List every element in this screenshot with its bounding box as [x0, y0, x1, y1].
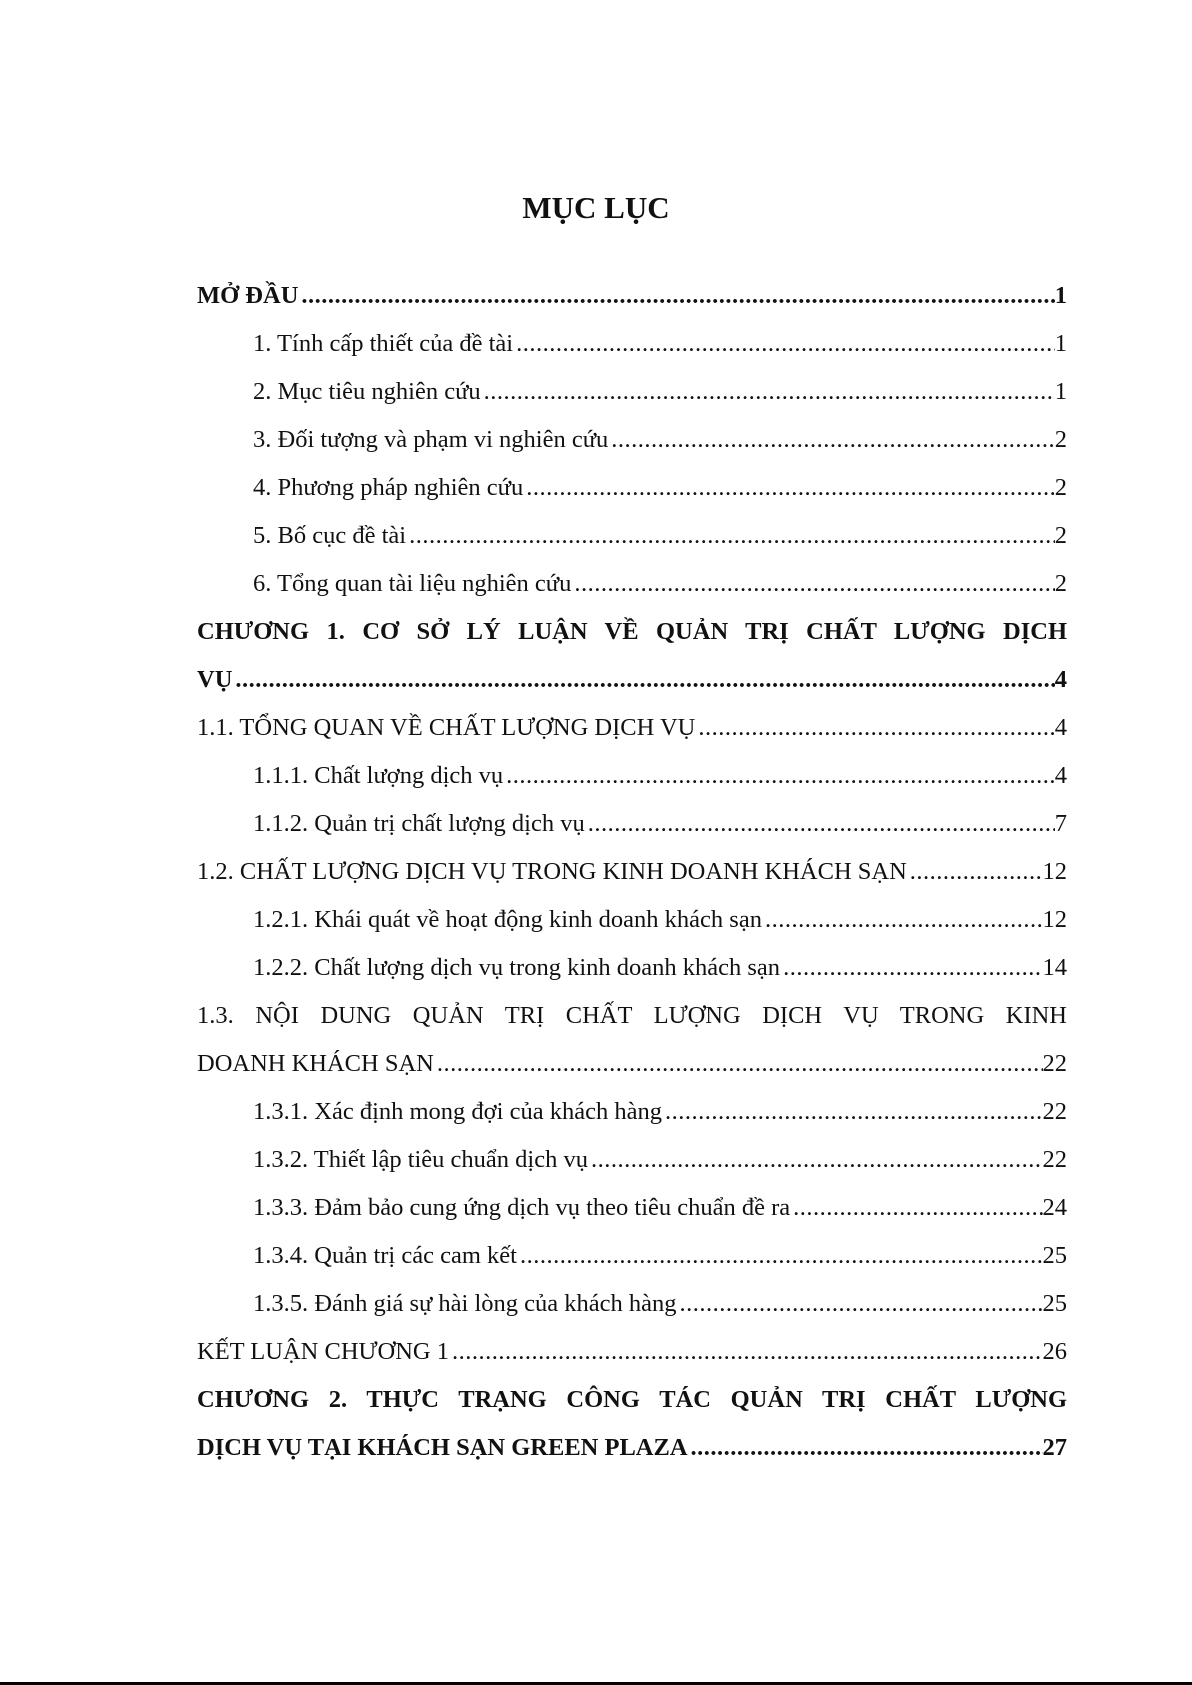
toc-entry-label: CHƯƠNG 1. CƠ SỞ LÝ LUẬN VỀ QUẢN TRỊ CHẤT LƯỢNG DỊCH: [197, 618, 1067, 645]
toc-page-number: 24: [1042, 1194, 1067, 1221]
toc-entry-label: MỞ ĐẦU: [197, 282, 299, 309]
toc-entry[interactable]: [197, 1232, 1067, 1280]
toc-entry[interactable]: [197, 1184, 1067, 1232]
toc-page-number: 4: [1054, 666, 1067, 693]
toc-entry-label: 1.1.2. Quản trị chất lượng dịch vụ: [253, 810, 585, 837]
dot-leader: [790, 1184, 1042, 1232]
toc-page-number: 2: [1054, 522, 1067, 549]
toc-entry[interactable]: [197, 560, 1067, 608]
toc-entry-label: 1. Tính cấp thiết của đề tài: [253, 330, 514, 357]
toc-page-number: 22: [1042, 1146, 1067, 1173]
toc-entry[interactable]: [197, 1040, 1067, 1088]
toc-entry-label: 3. Đối tượng và phạm vi nghiên cứu: [253, 426, 609, 453]
dot-leader: [517, 1232, 1043, 1280]
toc-entry-label: 2. Mục tiêu nghiên cứu: [253, 378, 481, 405]
toc-page-number: 25: [1042, 1242, 1067, 1269]
toc-page-number: 1: [1054, 282, 1067, 309]
dot-leader: [571, 560, 1054, 608]
toc-entry[interactable]: [197, 272, 1067, 320]
toc-entry-label: 1.3.1. Xác định mong đợi của khách hàng: [253, 1098, 662, 1125]
toc-entry[interactable]: [197, 1088, 1067, 1136]
toc-entry-label: 1.1.1. Chất lượng dịch vụ: [253, 762, 504, 789]
toc-entry[interactable]: [197, 1424, 1067, 1472]
toc-entry-first-line[interactable]: [197, 608, 1067, 656]
toc-entry[interactable]: [197, 1136, 1067, 1184]
toc-page-number: 1: [1054, 378, 1067, 405]
toc-page-number: 25: [1042, 1290, 1067, 1317]
dot-leader: [406, 512, 1055, 560]
toc-entry-first-line[interactable]: [197, 992, 1067, 1040]
toc-entry-label: 1.2.2. Chất lượng dịch vụ trong kinh doanh khách sạn: [253, 954, 781, 981]
toc-entry[interactable]: [197, 512, 1067, 560]
dot-leader: [481, 368, 1055, 416]
dot-leader: [513, 320, 1055, 368]
toc-page-number: 27: [1042, 1434, 1067, 1461]
toc-entry[interactable]: [197, 704, 1067, 752]
toc-entry-label: 1.3.2. Thiết lập tiêu chuẩn dịch vụ: [253, 1146, 588, 1173]
toc-entry-label: DỊCH VỤ TẠI KHÁCH SẠN GREEN PLAZA: [197, 1434, 688, 1461]
dot-leader: [762, 896, 1043, 944]
toc-entry[interactable]: [197, 368, 1067, 416]
toc-entry[interactable]: [197, 800, 1067, 848]
toc-page-number: 1: [1054, 330, 1067, 357]
toc-page-number: 26: [1042, 1338, 1067, 1365]
dot-leader: [588, 1136, 1043, 1184]
toc-entry-label: 6. Tổng quan tài liệu nghiên cứu: [253, 570, 572, 597]
toc-entry[interactable]: [197, 1328, 1067, 1376]
toc-entry-label: 4. Phương pháp nghiên cứu: [253, 474, 524, 501]
toc-entry-label: CHƯƠNG 2. THỰC TRẠNG CÔNG TÁC QUẢN TRỊ CHẤT LƯỢNG: [197, 1386, 1067, 1413]
toc-page-number: 2: [1054, 570, 1067, 597]
page-title: MỤC LỤC: [522, 190, 670, 225]
toc-entry-first-line[interactable]: [197, 1376, 1067, 1424]
toc-page-number: 4: [1054, 762, 1067, 789]
dot-leader: [662, 1088, 1043, 1136]
toc-page-number: 12: [1042, 906, 1067, 933]
dot-leader: [449, 1328, 1043, 1376]
toc-page-number: 2: [1054, 474, 1067, 501]
toc-entry[interactable]: [197, 656, 1067, 704]
toc-entry-label: 1.2.1. Khái quát về hoạt động kinh doanh khách sạn: [253, 906, 762, 933]
toc-page-number: 22: [1042, 1098, 1067, 1125]
toc-entry[interactable]: [197, 1280, 1067, 1328]
toc-page-number: 14: [1042, 954, 1067, 981]
dot-leader: [503, 752, 1055, 800]
toc-entry-label: 1.1. TỔNG QUAN VỀ CHẤT LƯỢNG DỊCH VỤ: [197, 714, 696, 741]
toc-entry-label: 1.3.5. Đánh giá sự hài lòng của khách hàng: [253, 1290, 677, 1317]
toc-entry-label: 1.3. NỘI DUNG QUẢN TRỊ CHẤT LƯỢNG DỊCH VỤ TRONG KINH: [197, 1002, 1067, 1029]
toc-page-number: 4: [1054, 714, 1067, 741]
toc-page-number: 12: [1042, 858, 1067, 885]
dot-leader: [677, 1280, 1043, 1328]
toc-entry-label: 5. Bố cục đề tài: [253, 522, 407, 549]
table-of-contents: [197, 272, 1067, 1472]
dot-leader: [298, 272, 1054, 320]
toc-entry[interactable]: [197, 848, 1067, 896]
toc-entry[interactable]: [197, 464, 1067, 512]
toc-entry-label: 1.2. CHẤT LƯỢNG DỊCH VỤ TRONG KINH DOANH KHÁCH SẠN: [197, 858, 907, 885]
toc-entry-label: KẾT LUẬN CHƯƠNG 1: [197, 1338, 449, 1365]
dot-leader: [608, 416, 1055, 464]
dot-leader: [232, 656, 1054, 704]
dot-leader: [434, 1040, 1043, 1088]
toc-entry[interactable]: [197, 416, 1067, 464]
toc-page-number: 2: [1054, 426, 1067, 453]
dot-leader: [585, 800, 1055, 848]
toc-entry-label: 1.3.4. Quản trị các cam kết: [253, 1242, 517, 1269]
toc-entry[interactable]: [197, 944, 1067, 992]
dot-leader: [907, 848, 1043, 896]
toc-entry[interactable]: [197, 896, 1067, 944]
dot-leader: [523, 464, 1055, 512]
toc-entry[interactable]: [197, 752, 1067, 800]
dot-leader: [695, 704, 1054, 752]
dot-leader: [780, 944, 1042, 992]
toc-page-number: 7: [1054, 810, 1067, 837]
dot-leader: [688, 1424, 1043, 1472]
toc-page-number: 22: [1042, 1050, 1067, 1077]
toc-entry-label: VỤ: [197, 666, 233, 693]
toc-entry-label: 1.3.3. Đảm bảo cung ứng dịch vụ theo tiêu chuẩn đề ra: [253, 1194, 791, 1221]
toc-entry-label: DOANH KHÁCH SẠN: [197, 1050, 434, 1077]
toc-entry[interactable]: [197, 320, 1067, 368]
